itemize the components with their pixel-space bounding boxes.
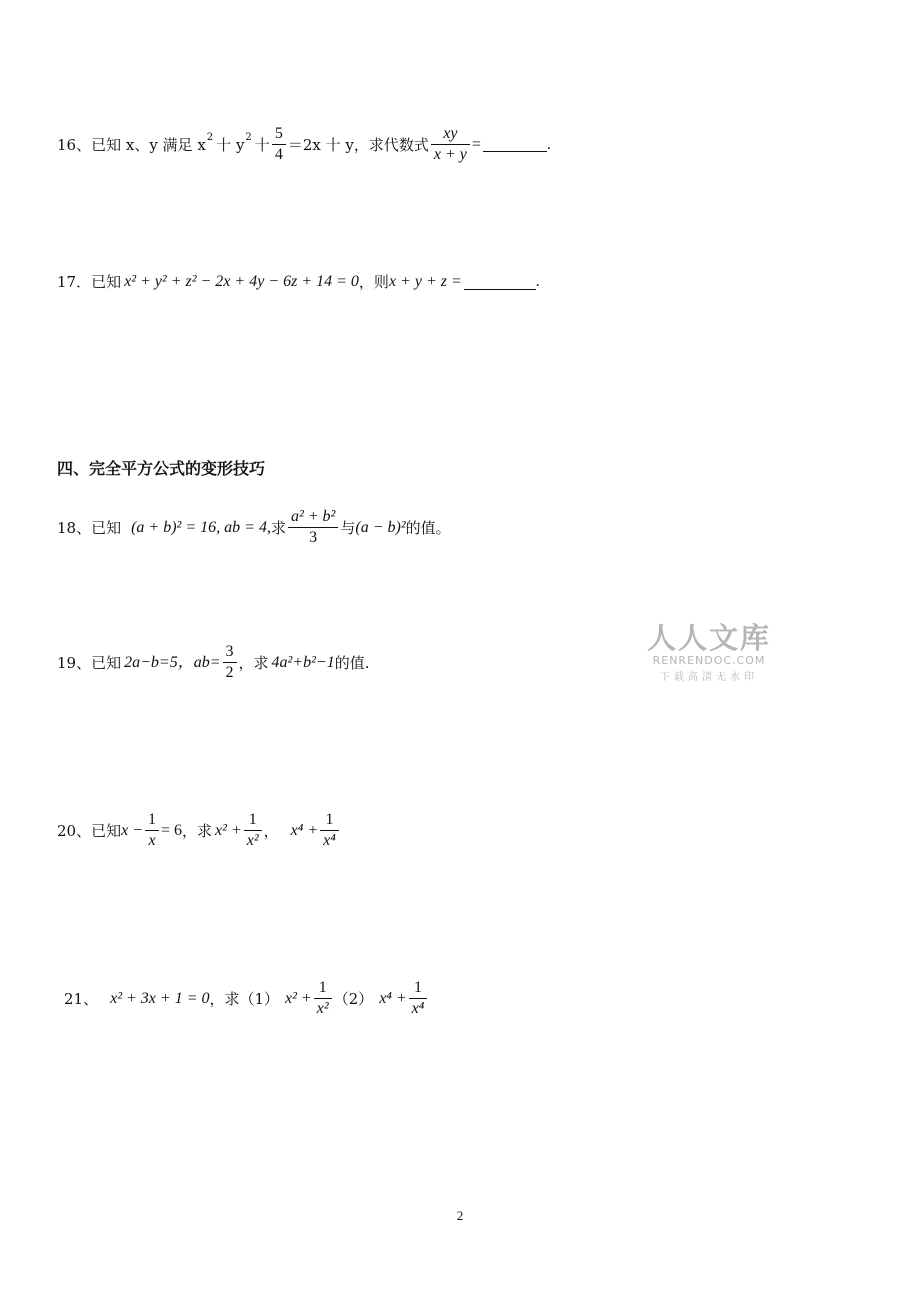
problem-21-condition: x² + 3x + 1 = 0 (110, 989, 210, 1007)
fraction-numerator: 3 (225, 643, 234, 660)
problem-16-fraction (272, 124, 286, 165)
problem-19-condition: 2a−b=5， (124, 653, 194, 671)
problem-18 (57, 507, 451, 548)
fraction-numerator: 1 (318, 979, 327, 996)
problem-18-condition: (a + b)² = 16, ab = 4, (131, 518, 271, 536)
problem-20-prefix: 20、已知 (57, 821, 122, 840)
fraction-denominator: x⁴ (411, 1000, 425, 1017)
problem-20-expr-1: x² + (215, 821, 242, 839)
problem-21-expr-2: x⁴ + (379, 989, 407, 1007)
page-number: 2 (456, 1208, 464, 1223)
problem-19-prefix: 19、已知 (57, 653, 122, 672)
problem-17 (57, 272, 540, 292)
problem-18-expression: (a − b)² (355, 518, 406, 536)
fraction-numerator: a² + b² (290, 508, 336, 525)
problem-20-expr-2: x⁴ + (290, 821, 319, 839)
problem-20-expr-2-fraction (320, 810, 339, 851)
problem-19-end: 的值. (334, 653, 370, 672)
problem-18-and: 与 (340, 518, 356, 537)
section-heading: 四、完全平方公式的变形技巧 (57, 459, 266, 478)
problem-19 (57, 642, 369, 683)
watermark-title: 人人文库 (646, 621, 771, 655)
problem-16-plus-y: 十 y (216, 135, 245, 154)
fraction-numerator: 5 (274, 125, 283, 142)
problem-19-ab: ab= (193, 653, 221, 671)
problem-19-expression: 4a²+b²−1 (271, 653, 335, 671)
fraction-denominator: 3 (309, 529, 318, 546)
problem-20-ask: ，求 (182, 821, 213, 840)
problem-19-ask: ，求 (238, 653, 269, 672)
fraction-denominator: 4 (274, 146, 283, 163)
problem-18-ask: 求 (270, 518, 286, 537)
fraction-denominator: x⁴ (323, 832, 336, 849)
fraction-denominator: x² (246, 832, 259, 849)
problem-16-expression (431, 124, 470, 165)
answer-blank-16[interactable] (483, 137, 547, 152)
problem-21-expr-1-fraction (314, 978, 332, 1019)
problem-21-prefix: 21、 (64, 989, 99, 1008)
problem-20 (57, 810, 341, 851)
expression-numerator: xy (443, 125, 458, 142)
problem-20-fraction (145, 810, 159, 851)
fraction-numerator: 1 (148, 811, 156, 828)
fraction-numerator: 1 (325, 811, 334, 828)
problem-21-expr-1: x² + (285, 989, 312, 1007)
problem-16-prefix: 16、已知 x、y 满足 x (57, 135, 206, 154)
problem-18-fraction (288, 507, 338, 548)
problem-21-part-2: （2） (333, 989, 374, 1008)
problem-20-x: x − (121, 821, 143, 839)
problem-20-separator: ， (263, 821, 279, 840)
answer-blank-17[interactable] (464, 275, 536, 290)
problem-16-square-2: 2 (245, 131, 252, 143)
problem-18-end: 的值。 (405, 518, 451, 537)
problem-16-condition: ＝2x 十 y，求代数式 (287, 135, 429, 154)
fraction-numerator: 1 (248, 811, 257, 828)
problem-21-ask: ，求（1） (209, 989, 280, 1008)
problem-21-expr-2-fraction (409, 978, 428, 1019)
watermark (646, 622, 772, 683)
problem-20-equals: = 6 (161, 821, 183, 839)
problem-19-fraction (223, 642, 237, 683)
problem-17-mid: ，则 (358, 273, 389, 291)
problem-16-plus: 十 (254, 135, 270, 154)
problem-18-prefix: 18、已知 (57, 518, 122, 537)
problem-16-equals: = (471, 135, 481, 153)
problem-17-prefix: 17．已知 (57, 273, 122, 291)
fraction-denominator: x (148, 832, 156, 849)
expression-denominator: x + y (433, 146, 467, 163)
fraction-numerator: 1 (413, 979, 422, 996)
watermark-domain: RENRENDOC.COM (652, 654, 766, 667)
problem-16-end: . (546, 135, 551, 153)
problem-20-expr-1-fraction (244, 810, 262, 851)
problem-16-square: 2 (206, 131, 214, 143)
fraction-denominator: 2 (225, 664, 234, 681)
problem-21 (64, 978, 429, 1019)
watermark-slogan: 下载高清无水印 (660, 672, 758, 683)
problem-16 (57, 124, 551, 165)
problem-17-equation: x² + y² + z² − 2x + 4y − 6z + 14 = 0 (124, 273, 359, 290)
problem-17-end: . (535, 273, 540, 290)
problem-17-ask: x + y + z = (388, 273, 462, 290)
fraction-denominator: x² (316, 1000, 329, 1017)
